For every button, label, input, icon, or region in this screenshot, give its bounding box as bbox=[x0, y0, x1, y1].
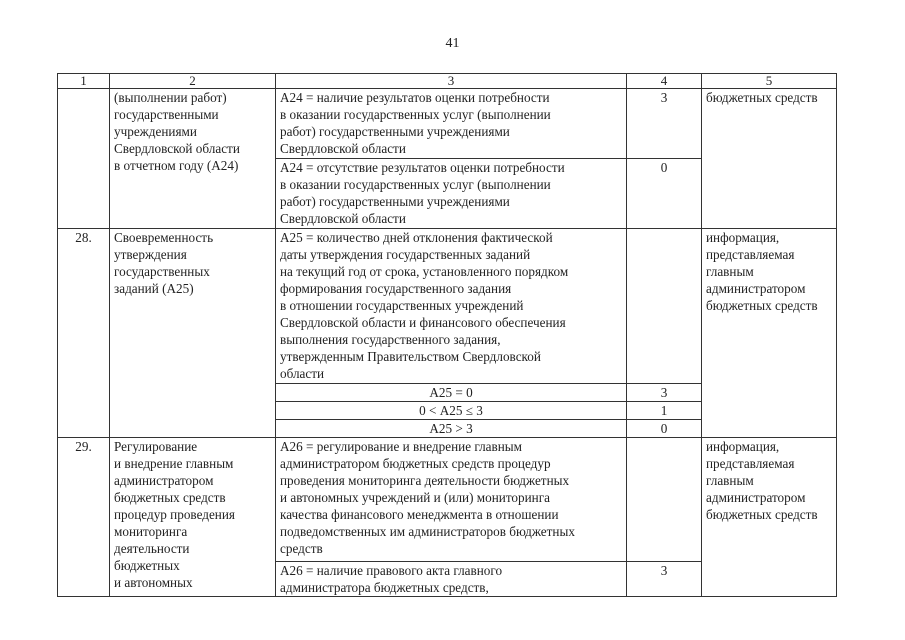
criterion-formula-cell: А24 = наличие результатов оценки потребности в оказании государственных услуг (выполнении работ) государственными учреждениями Свердловской области bbox=[276, 89, 627, 159]
table-header-row bbox=[58, 74, 837, 89]
header-col-2: 2 bbox=[110, 74, 276, 89]
source-cell: бюджетных средств bbox=[702, 89, 837, 229]
score-cell: 3 bbox=[627, 562, 702, 597]
score-cell bbox=[627, 438, 702, 562]
row-number-cell: 28. bbox=[58, 229, 110, 438]
criterion-formula-cell: А26 = наличие правового акта главного администратора бюджетных средств, bbox=[276, 562, 627, 597]
score-cell: 0 bbox=[627, 159, 702, 229]
score-cell: 1 bbox=[627, 402, 702, 420]
criterion-name-cell: Регулирование и внедрение главным администратором бюджетных средств процедур проведения мониторинга деятельности бюджетных и автономных bbox=[110, 438, 276, 597]
criteria-table bbox=[57, 73, 837, 597]
condition-cell: 0 < А25 ≤ 3 bbox=[276, 402, 627, 420]
score-cell bbox=[627, 229, 702, 384]
score-cell: 3 bbox=[627, 384, 702, 402]
row-number-cell: 29. bbox=[58, 438, 110, 597]
condition-cell: А25 = 0 bbox=[276, 384, 627, 402]
criterion-name-cell: Своевременность утверждения государственных заданий (А25) bbox=[110, 229, 276, 438]
criterion-formula-cell: А24 = отсутствие результатов оценки потребности в оказании государственных услуг (выполнении работ) государственными учреждениями Свердловской области bbox=[276, 159, 627, 229]
page-number: 41 bbox=[445, 36, 460, 51]
criterion-formula-cell: А26 = регулирование и внедрение главным администратором бюджетных средств процедур проведения мониторинга деятельности бюджетных и автономных учреждений и (или) мониторинга качества финансового менеджмента в отношении подведомственных им администраторов бюджетных средств bbox=[276, 438, 627, 562]
row-number-cell bbox=[58, 89, 110, 229]
table-row bbox=[58, 89, 837, 159]
header-col-5: 5 bbox=[702, 74, 837, 89]
header-col-4: 4 bbox=[627, 74, 702, 89]
score-cell: 0 bbox=[627, 420, 702, 438]
table-row bbox=[58, 438, 837, 562]
source-cell: информация, представляемая главным администратором бюджетных средств bbox=[702, 229, 837, 438]
table-row bbox=[58, 229, 837, 384]
score-cell: 3 bbox=[627, 89, 702, 159]
header-col-1: 1 bbox=[58, 74, 110, 89]
source-cell: информация, представляемая главным администратором бюджетных средств bbox=[702, 438, 837, 597]
criterion-formula-cell: А25 = количество дней отклонения фактической даты утверждения государственных заданий на текущий год от срока, установленного порядком формирования государственного задания в отношении государственных учреждений Свердловской области и финансового обеспечения выполнения государственного задания, утвержденным Правительством Свердловской области bbox=[276, 229, 627, 384]
condition-cell: А25 > 3 bbox=[276, 420, 627, 438]
header-col-3: 3 bbox=[276, 74, 627, 89]
criterion-name-cell: (выполнении работ) государственными учреждениями Свердловской области в отчетном году (А24) bbox=[110, 89, 276, 229]
